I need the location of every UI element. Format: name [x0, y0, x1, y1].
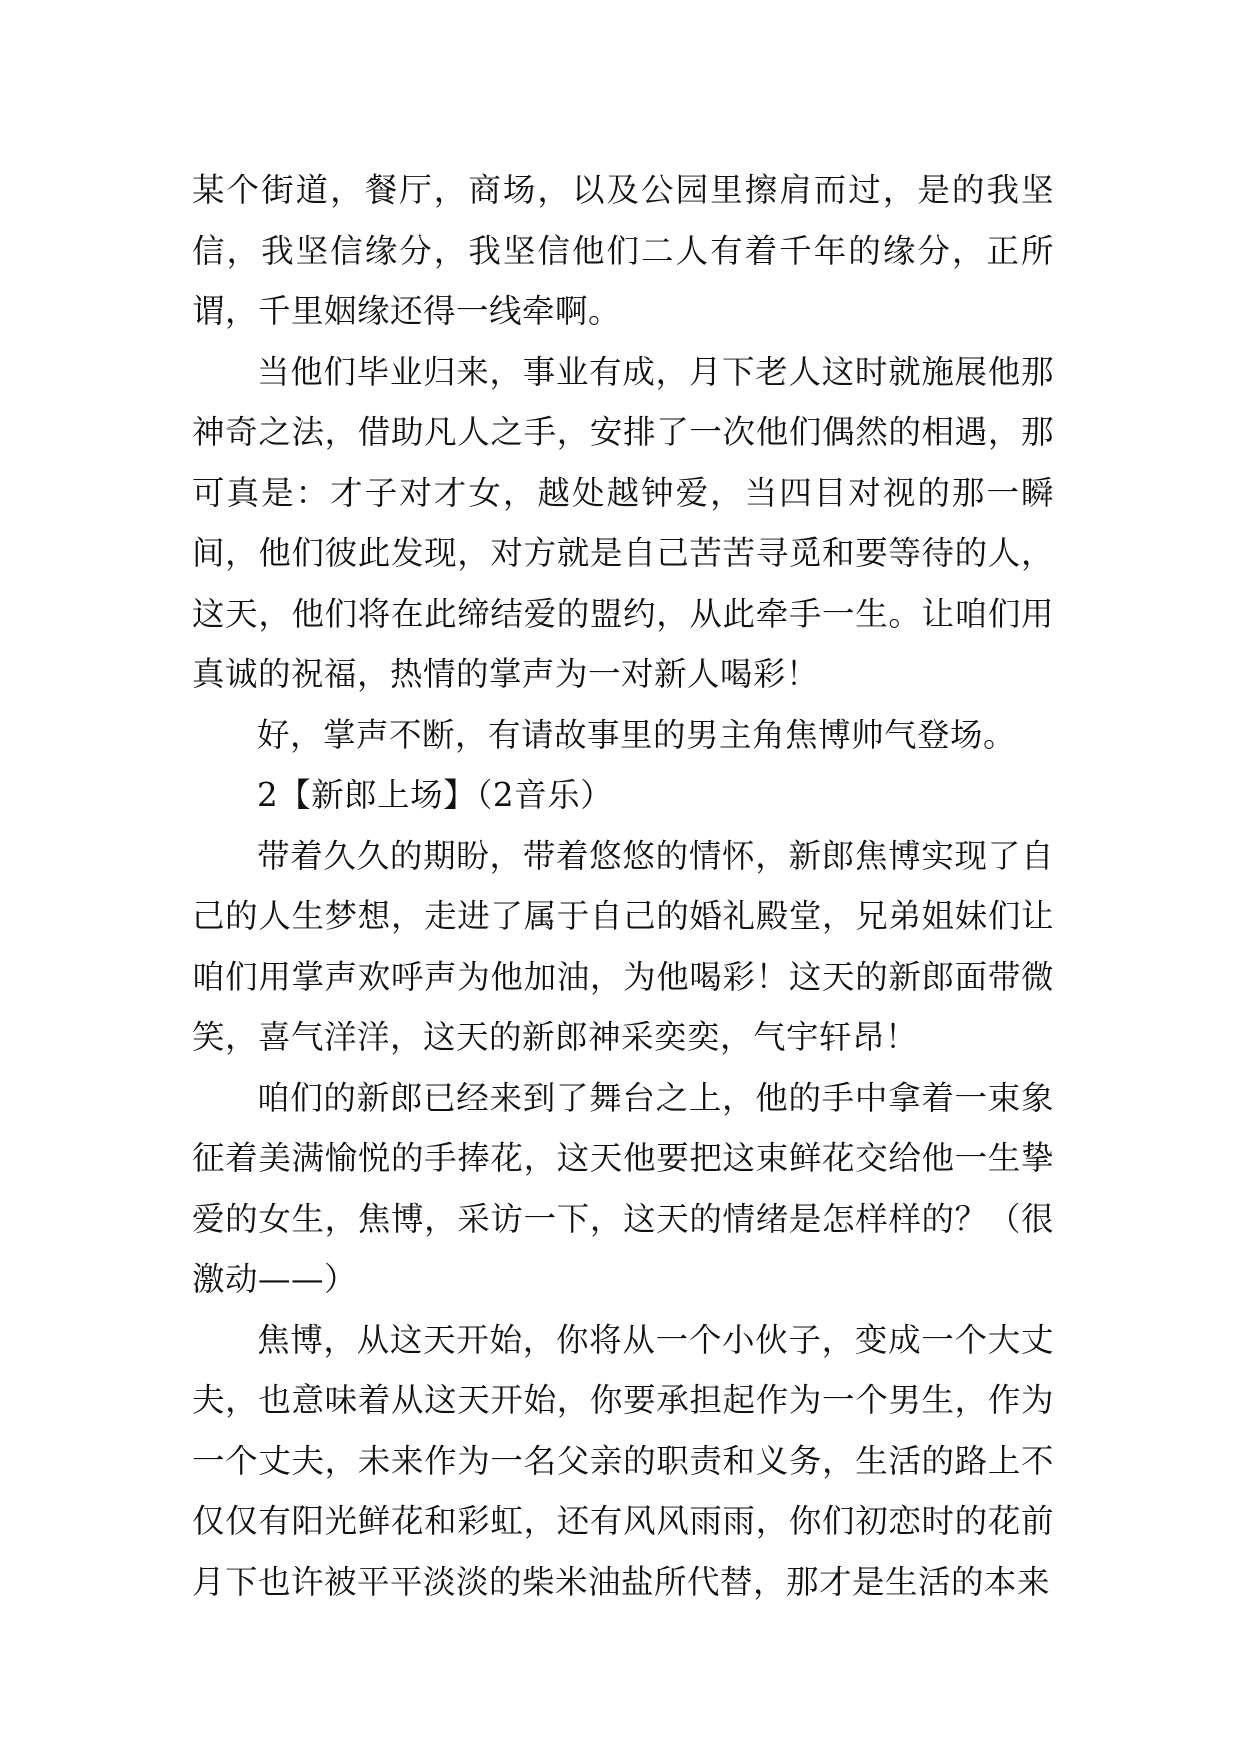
section-heading-groom-entrance: 2【新郎上场】（2音乐） — [257, 776, 614, 814]
paragraph-1: 某个街道，餐厅，商场，以及公园里擦肩而过，是的我坚信，我坚信缘分，我坚信他们二人有着千年的缘分，正所谓，千里姻缘还得一线牵啊。 — [192, 171, 1054, 330]
paragraph-3: 好，掌声不断，有请故事里的男主角焦博帅气登场。 — [257, 715, 1017, 754]
body-text — [192, 160, 1054, 1612]
paragraph-6: 咱们的新郎已经来到了舞台之上，他的手中拿着一束象征着美满愉悦的手捧花，这天他要把这束鲜花交给他一生挚爱的女生，焦博，采访一下，这天的情绪是怎样样的？（很激动——） — [192, 1078, 1054, 1298]
paragraph-2: 当他们毕业归来，事业有成，月下老人这时就施展他那神奇之法，借助凡人之手，安排了一次他们偶然的相遇，那可真是：才子对才女，越处越钟爱，当四目对视的那一瞬间，他们彼此发现，对方就是自己苦苦寻觅和要等待的人，这天，他们将在此缔结爱的盟约，从此牵手一生。让咱们用真诚的祝福，热情的掌声为一对新人喝彩！ — [192, 352, 1054, 693]
paragraph-5: 带着久久的期盼，带着悠悠的情怀，新郎焦博实现了自己的人生梦想，走进了属于自己的婚礼殿堂，兄弟姐妹们让咱们用掌声欢呼声为他加油，为他喝彩！这天的新郎面带微笑，喜气洋洋，这天的新郎神采奕奕，气宇轩昂！ — [192, 836, 1054, 1056]
paragraph-7: 焦博，从这天开始，你将从一个小伙子，变成一个大丈夫，也意味着从这天开始，你要承担起作为一个男生，作为一个丈夫，未来作为一名父亲的职责和义务，生活的路上不仅仅有阳光鲜花和彩虹，还有风风雨雨，你们初恋时的花前月下也许被平平淡淡的柴米油盐所代替，那才是生活的本来 — [192, 1320, 1054, 1601]
